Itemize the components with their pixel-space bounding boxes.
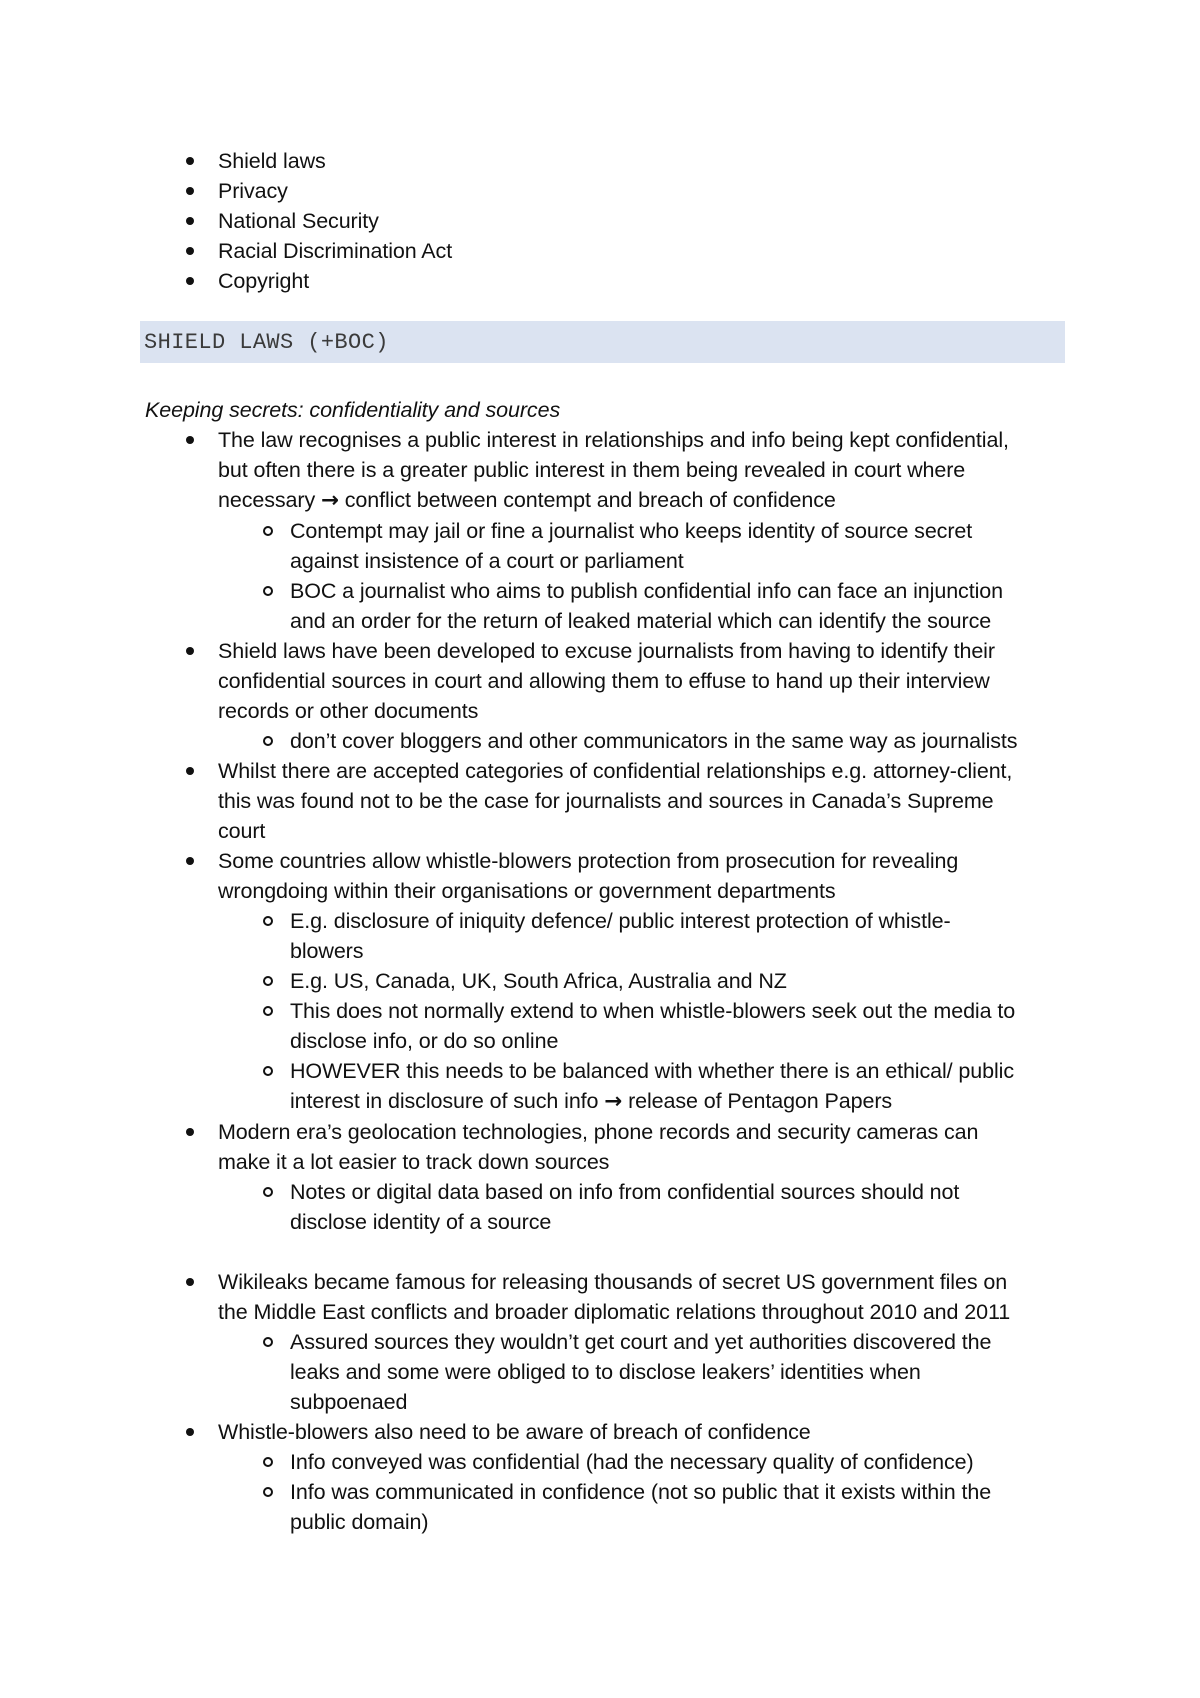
line: blowers	[290, 939, 364, 963]
line: Wikileaks became famous for releasing thousands of secret US government files on	[218, 1270, 1008, 1294]
topic-list	[218, 146, 1018, 296]
line: BOC a journalist who aims to publish confidential info can face an injunction	[290, 579, 1003, 603]
bullet-icon	[186, 157, 194, 165]
bullet-point	[218, 1417, 1070, 1447]
sub-point	[290, 1327, 1070, 1417]
sub-point	[290, 576, 1070, 636]
circle-bullet-icon	[263, 1066, 273, 1076]
topic-item	[218, 146, 1018, 176]
sub-point	[290, 966, 1070, 996]
topic-item	[218, 206, 1018, 236]
circle-bullet-icon	[263, 1487, 273, 1497]
circle-bullet-icon	[263, 916, 273, 926]
section-subtitle: Keeping secrets: confidentiality and sources	[145, 398, 561, 422]
line: HOWEVER this needs to be balanced with whether there is an ethical/ public	[290, 1059, 1014, 1083]
topic-label: National Security	[218, 209, 379, 233]
sub-point	[290, 1477, 1070, 1537]
line: Info conveyed was confidential (had the necessary quality of confidence)	[290, 1450, 974, 1474]
line: public domain)	[290, 1510, 429, 1534]
line: court	[218, 819, 266, 843]
circle-bullet-icon	[263, 1457, 273, 1467]
line: this was found not to be the case for journalists and sources in Canada’s Supreme	[218, 789, 994, 813]
line: Some countries allow whistle-blowers protection from prosecution for revealing	[218, 849, 959, 873]
line: E.g. US, Canada, UK, South Africa, Australia and NZ	[290, 969, 787, 993]
right-arrow-icon: →	[604, 1089, 623, 1114]
circle-bullet-icon	[263, 1187, 273, 1197]
line: Whilst there are accepted categories of confidential relationships e.g. attorney-client,	[218, 759, 1013, 783]
bullet-icon	[186, 1278, 194, 1286]
circle-bullet-icon	[263, 1337, 273, 1347]
sub-point	[290, 1056, 1070, 1117]
circle-bullet-icon	[263, 976, 273, 986]
line: Notes or digital data based on info from confidential sources should not	[290, 1180, 960, 1204]
line: confidential sources in court and allowing them to effuse to hand up their interview	[218, 669, 990, 693]
line: wrongdoing within their organisations or government departments	[218, 879, 836, 903]
bullet-icon	[186, 1128, 194, 1136]
line: and an order for the return of leaked material which can identify the source	[290, 609, 992, 633]
topic-label: Copyright	[218, 269, 310, 293]
bullet-icon	[186, 187, 194, 195]
topic-item	[218, 266, 1018, 296]
sub-point	[290, 516, 1070, 576]
line: Shield laws have been developed to excuse journalists from having to identify their	[218, 639, 995, 663]
section-heading: SHIELD LAWS (+BOC)	[144, 330, 389, 355]
line: records or other documents	[218, 699, 479, 723]
line: subpoenaed	[290, 1390, 408, 1414]
bullet-icon	[186, 1428, 194, 1436]
line: necessary → conflict between contempt and breach of confidence	[218, 488, 836, 513]
line: disclose info, or do so online	[290, 1029, 559, 1053]
topic-item	[218, 236, 1018, 266]
line: leaks and some were obliged to to disclose leakers’ identities when	[290, 1360, 921, 1384]
bullet-point	[218, 846, 1070, 906]
line: Modern era’s geolocation technologies, phone records and security cameras can	[218, 1120, 979, 1144]
sub-point	[290, 1447, 1070, 1477]
circle-bullet-icon	[263, 586, 273, 596]
bullet-point	[218, 1117, 1070, 1177]
line: Contempt may jail or fine a journalist who keeps identity of source secret	[290, 519, 973, 543]
bullet-icon	[186, 647, 194, 655]
circle-bullet-icon	[263, 736, 273, 746]
bullet-icon	[186, 436, 194, 444]
line: against insistence of a court or parliament	[290, 549, 684, 573]
sub-point	[290, 1177, 1070, 1237]
line: interest in disclosure of such info → release of Pentagon Papers	[290, 1089, 893, 1114]
line: This does not normally extend to when whistle-blowers seek out the media to	[290, 999, 1016, 1023]
line: Info was communicated in confidence (not so public that it exists within the	[290, 1480, 992, 1504]
notes-body	[0, 425, 1200, 1537]
topic-label: Privacy	[218, 179, 288, 203]
circle-bullet-icon	[263, 1006, 273, 1016]
line: make it a lot easier to track down sources	[218, 1150, 610, 1174]
line: Assured sources they wouldn’t get court and yet authorities discovered the	[290, 1330, 992, 1354]
bullet-icon	[186, 277, 194, 285]
topic-label: Racial Discrimination Act	[218, 239, 453, 263]
line: The law recognises a public interest in relationships and info being kept confidential,	[218, 428, 1009, 452]
sub-point	[290, 906, 1070, 966]
topic-label: Shield laws	[218, 149, 326, 173]
bullet-icon	[186, 247, 194, 255]
sub-point	[290, 996, 1070, 1056]
line: E.g. disclosure of iniquity defence/ public interest protection of whistle-	[290, 909, 951, 933]
bullet-icon	[186, 217, 194, 225]
line: Whistle-blowers also need to be aware of breach of confidence	[218, 1420, 811, 1444]
line: disclose identity of a source	[290, 1210, 552, 1234]
circle-bullet-icon	[263, 526, 273, 536]
bullet-point	[218, 1267, 1070, 1327]
bullet-point	[218, 636, 1070, 726]
bullet-point	[218, 756, 1070, 846]
bullet-icon	[186, 857, 194, 865]
sub-point	[290, 726, 1070, 756]
bullet-icon	[186, 767, 194, 775]
blank-line	[0, 1237, 1200, 1267]
line: the Middle East conflicts and broader diplomatic relations throughout 2010 and 2011	[218, 1300, 1011, 1324]
line: but often there is a greater public interest in them being revealed in court where	[218, 458, 966, 482]
topic-item	[218, 176, 1018, 206]
line: don’t cover bloggers and other communicators in the same way as journalists	[290, 729, 1018, 753]
right-arrow-icon: →	[320, 488, 339, 513]
bullet-point	[218, 425, 1070, 516]
section-heading-band	[140, 321, 1065, 363]
